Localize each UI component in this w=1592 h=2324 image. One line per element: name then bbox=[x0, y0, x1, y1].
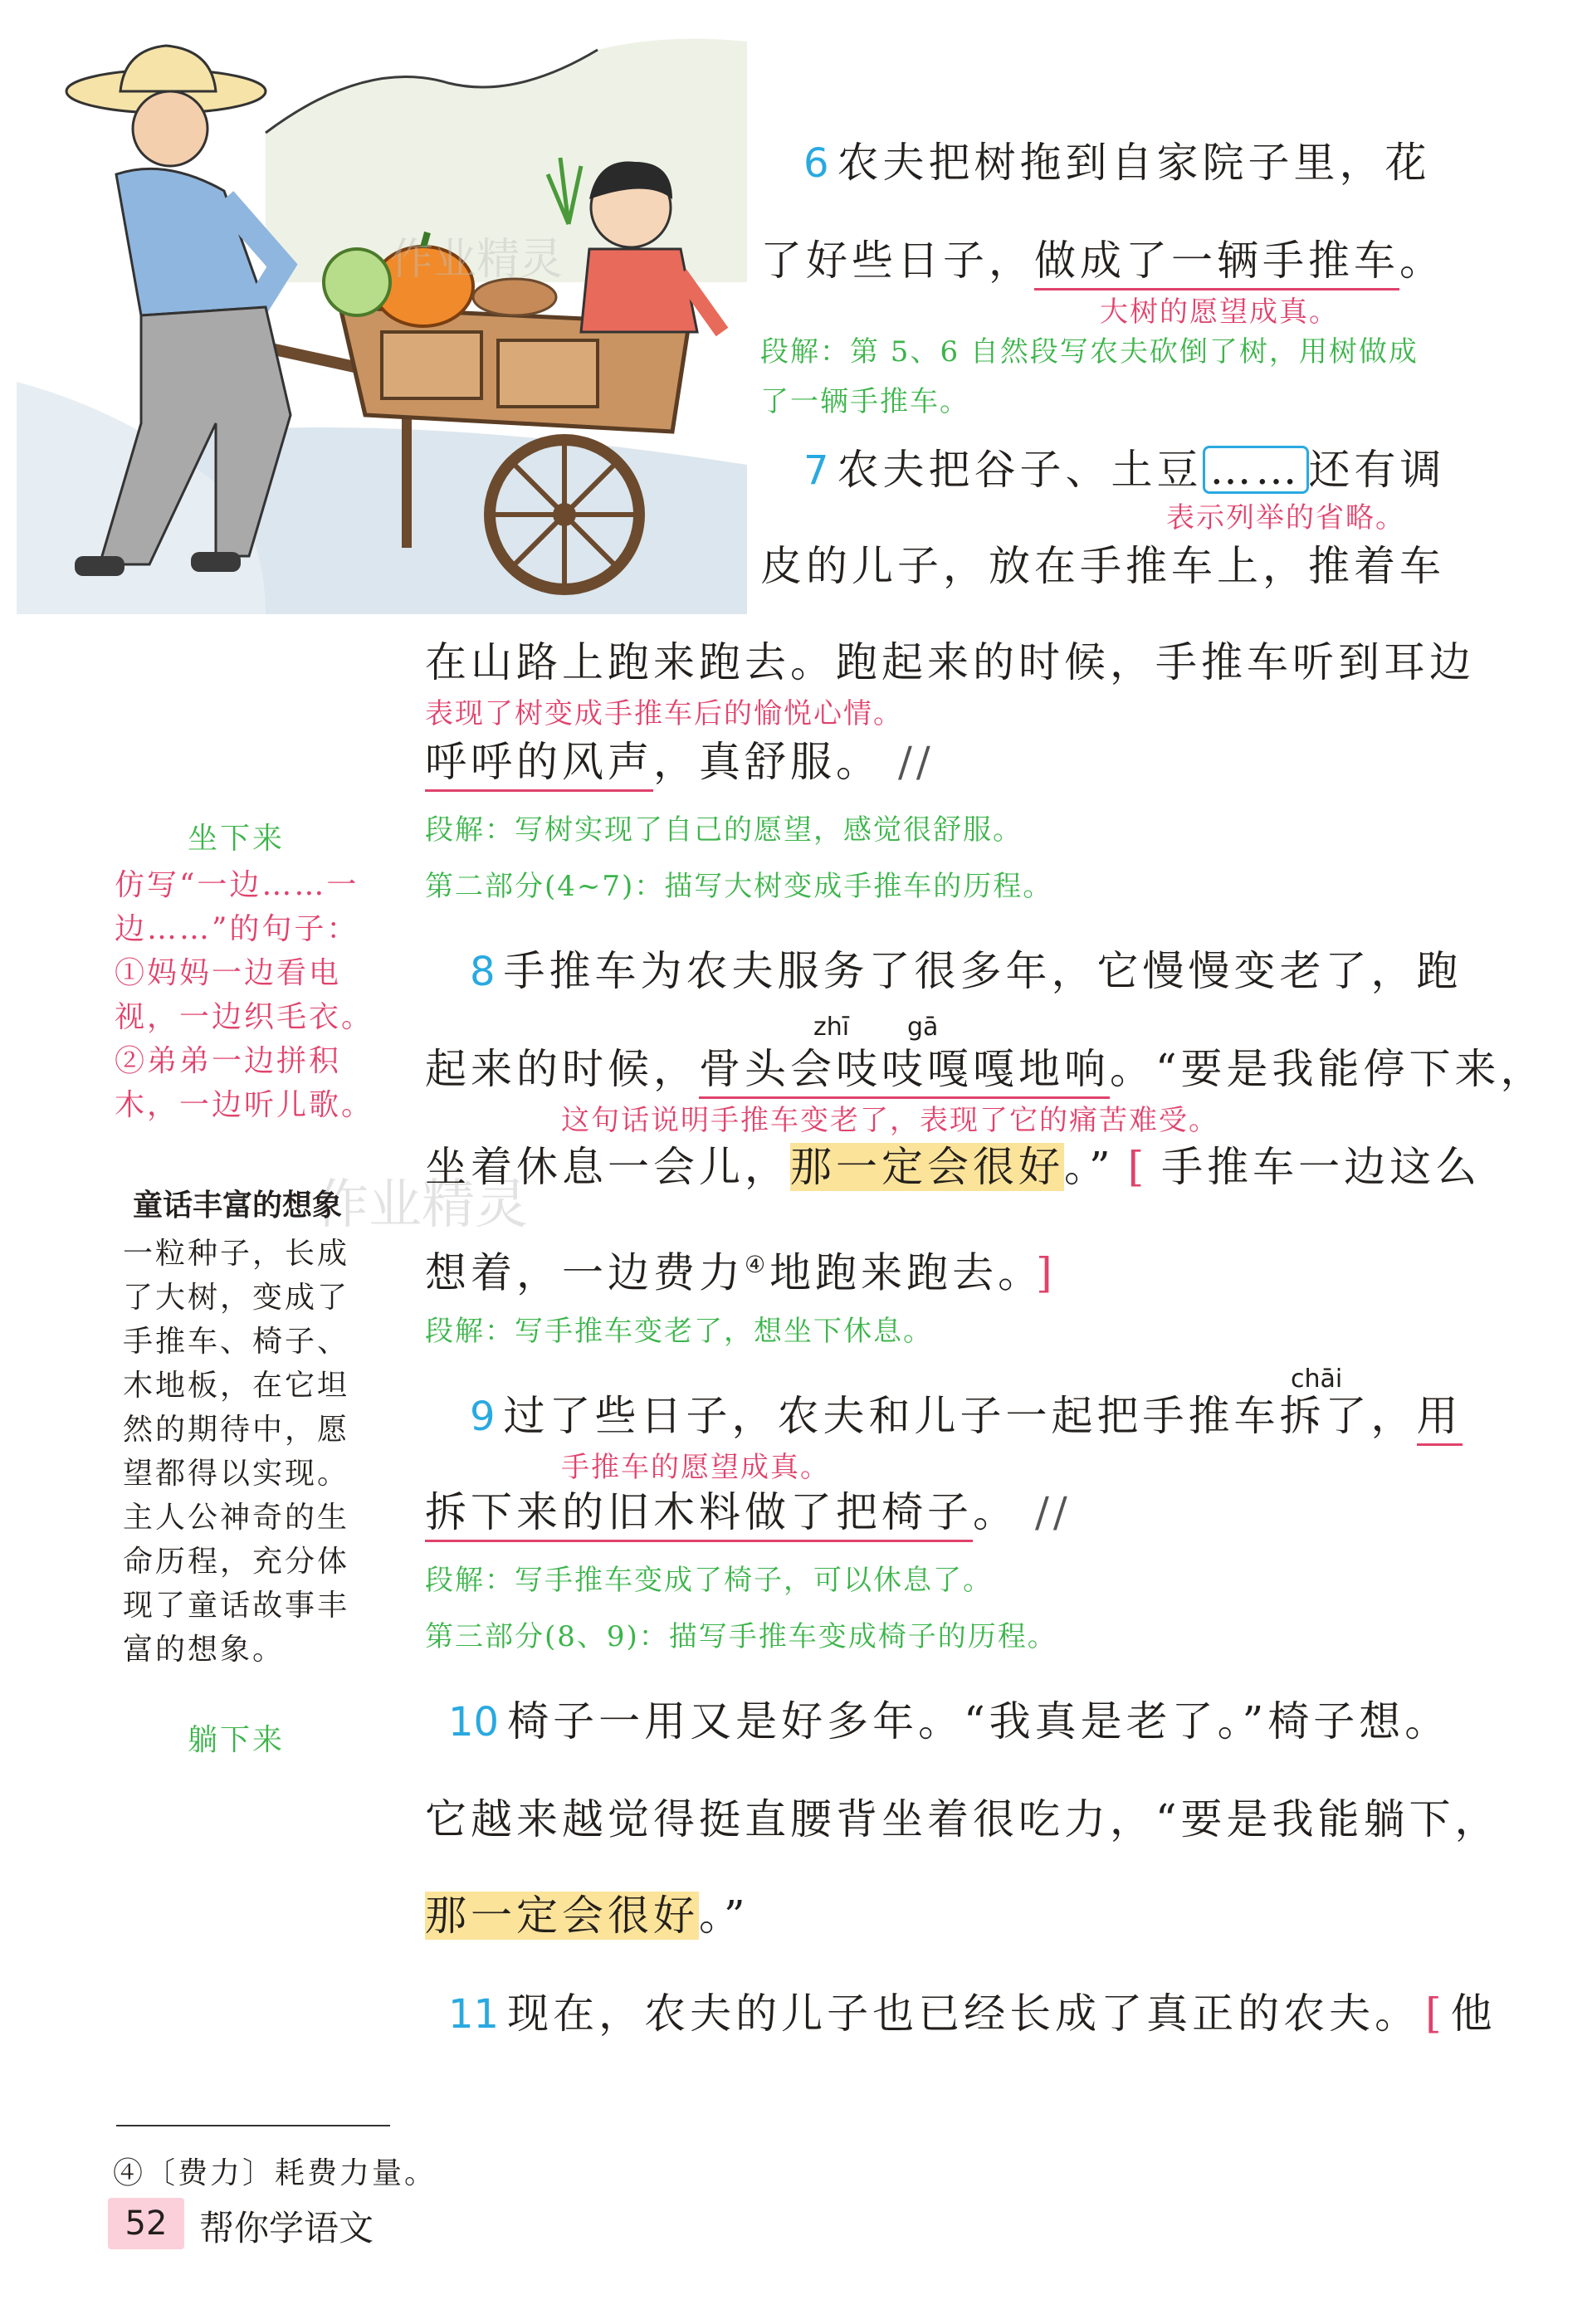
pinyin: gā bbox=[907, 1013, 939, 1042]
part-summary: 第三部分(8、9)：描写手推车变成椅子的历程。 bbox=[425, 1620, 1057, 1653]
paragraph-9-line-2: 拆下来的旧木料做了把椅子。 // bbox=[425, 1487, 1072, 1537]
pinyin: chāi bbox=[1291, 1365, 1343, 1394]
sidebar-title: 童话丰富的想象 bbox=[133, 1189, 343, 1223]
paragraph-7-line-3: 在山路上跑来跑去。跑起来的时候，手推车听到耳边 bbox=[425, 638, 1475, 686]
farmer-cart-illustration bbox=[17, 33, 747, 614]
part-summary: 第二部分(4~7)：描写大树变成手推车的历程。 bbox=[425, 870, 1053, 903]
paragraph-analysis: 段解：写手推车变老了，想坐下休息。 bbox=[425, 1315, 933, 1348]
paragraph-8-line-1: 8 手推车为农夫服务了很多年，它慢慢变老了，跑 bbox=[470, 947, 1463, 995]
paragraph-analysis: 了一辆手推车。 bbox=[760, 385, 969, 418]
paragraph-7-line-1: 7 农夫把谷子、土豆 …… 还有调 bbox=[803, 446, 1446, 494]
watermark: 作业精灵 bbox=[390, 235, 564, 285]
paragraph-analysis: 段解：第 5、6 自然段写农夫砍倒了树，用树做成 bbox=[760, 335, 1419, 369]
sidebar-note: 仿写“一边……一 边……”的句子： ①妈妈一边看电 视，一边织毛衣。 ②弟弟一边拼积 木，一边听儿歌。 bbox=[115, 868, 374, 1122]
paragraph-10-line-3: 那一定会很好。” bbox=[425, 1892, 750, 1940]
paragraph-analysis: 段解：写手推车变成了椅子，可以休息了。 bbox=[425, 1564, 993, 1597]
paragraph-10-line-2: 它越来越觉得挺直腰背坐着很吃力，“要是我能躺下， bbox=[425, 1795, 1501, 1843]
paragraph-6-line-2: 了好些日子，做成了一辆手推车。 bbox=[760, 236, 1445, 286]
paragraph-number: 7 bbox=[803, 447, 829, 494]
paragraph-6-line-1: 6 农夫把树拖到自家院子里，花 bbox=[803, 139, 1431, 187]
highlighted-text: 那一定会很好 bbox=[790, 1143, 1064, 1191]
sidebar-tag: 坐下来 bbox=[188, 822, 286, 856]
paragraph-7-line-2: 皮的儿子，放在手推车上，推着车 bbox=[760, 542, 1445, 590]
underlined-text: 用 bbox=[1417, 1392, 1463, 1446]
sidebar-tag: 躺下来 bbox=[188, 1723, 286, 1757]
paragraph-11-line-1: 11 现在，农夫的儿子也已经长成了真正的农夫。 [ 他 bbox=[448, 1990, 1497, 2038]
paragraph-8-line-4: 想着，一边费力④地跑来跑去。 ] bbox=[425, 1248, 1057, 1297]
paragraph-number: 8 bbox=[470, 949, 496, 995]
annotation: 表现了树变成手推车后的愉悦心情。 bbox=[425, 697, 903, 730]
paragraph-number: 11 bbox=[448, 1991, 500, 2038]
bracket-close: ] bbox=[1036, 1248, 1057, 1297]
paragraph-number: 9 bbox=[470, 1394, 496, 1440]
footnote-divider bbox=[116, 2125, 390, 2126]
pinyin: zhī bbox=[813, 1013, 850, 1042]
underlined-text: 拆下来的旧木料做了把椅子 bbox=[425, 1488, 973, 1542]
section-divider: // bbox=[898, 738, 935, 786]
highlighted-text: 那一定会很好 bbox=[425, 1892, 699, 1940]
paragraph-8-line-3: 坐着休息一会儿，那一定会很好。” [ 手推车一边这么 bbox=[425, 1143, 1482, 1191]
paragraph-number: 6 bbox=[803, 140, 829, 187]
annotation: 表示列举的省略。 bbox=[1166, 501, 1405, 535]
annotation: 这句话说明手推车变老了，表现了它的痛苦难受。 bbox=[561, 1104, 1218, 1137]
annotation: 大树的愿望成真。 bbox=[1100, 295, 1339, 329]
footnote: ④〔费力〕耗费力量。 bbox=[113, 2156, 437, 2190]
footnote-marker: ④ bbox=[745, 1251, 770, 1278]
watermark: 作业精灵 bbox=[315, 1174, 528, 1236]
book-title: 帮你学语文 bbox=[199, 2208, 374, 2248]
ellipsis-box: …… bbox=[1203, 446, 1309, 494]
bracket-open: [ bbox=[1127, 1143, 1149, 1191]
section-divider: // bbox=[1035, 1488, 1072, 1536]
paragraph-8-line-2: 起来的时候，骨头会吱吱嘎嘎地响。“要是我能停下来， bbox=[425, 1044, 1546, 1094]
paragraph-7-line-4: 呼呼的风声，真舒服。 // bbox=[425, 737, 935, 787]
annotation: 手推车的愿望成真。 bbox=[561, 1451, 830, 1484]
paragraph-number: 10 bbox=[448, 1699, 500, 1745]
bracket-open: [ bbox=[1425, 1990, 1446, 2038]
paragraph-analysis: 段解：写树实现了自己的愿望，感觉很舒服。 bbox=[425, 813, 1023, 847]
underlined-text: 骨头会吱吱嘎嘎地响 bbox=[699, 1045, 1110, 1099]
paragraph-9-line-1: 9 过了些日子，农夫和儿子一起把手推车拆了，用 bbox=[470, 1391, 1463, 1442]
paragraph-10-line-1: 10 椅子一用又是好多年。“我真是老了。”椅子想。 bbox=[448, 1697, 1451, 1745]
underlined-text: 做成了一辆手推车 bbox=[1034, 237, 1399, 290]
underlined-text: 呼呼的风声 bbox=[425, 738, 653, 792]
page-number: 52 bbox=[108, 2198, 184, 2249]
sidebar-body: 一粒种子，长成 了大树，变成了 手推车、椅子、 木地板，在它坦 然的期待中，愿 望都得以实现。 主人公神奇的生 命历程，充分体 现了童话故事丰 富的想象。 bbox=[123, 1237, 350, 1667]
